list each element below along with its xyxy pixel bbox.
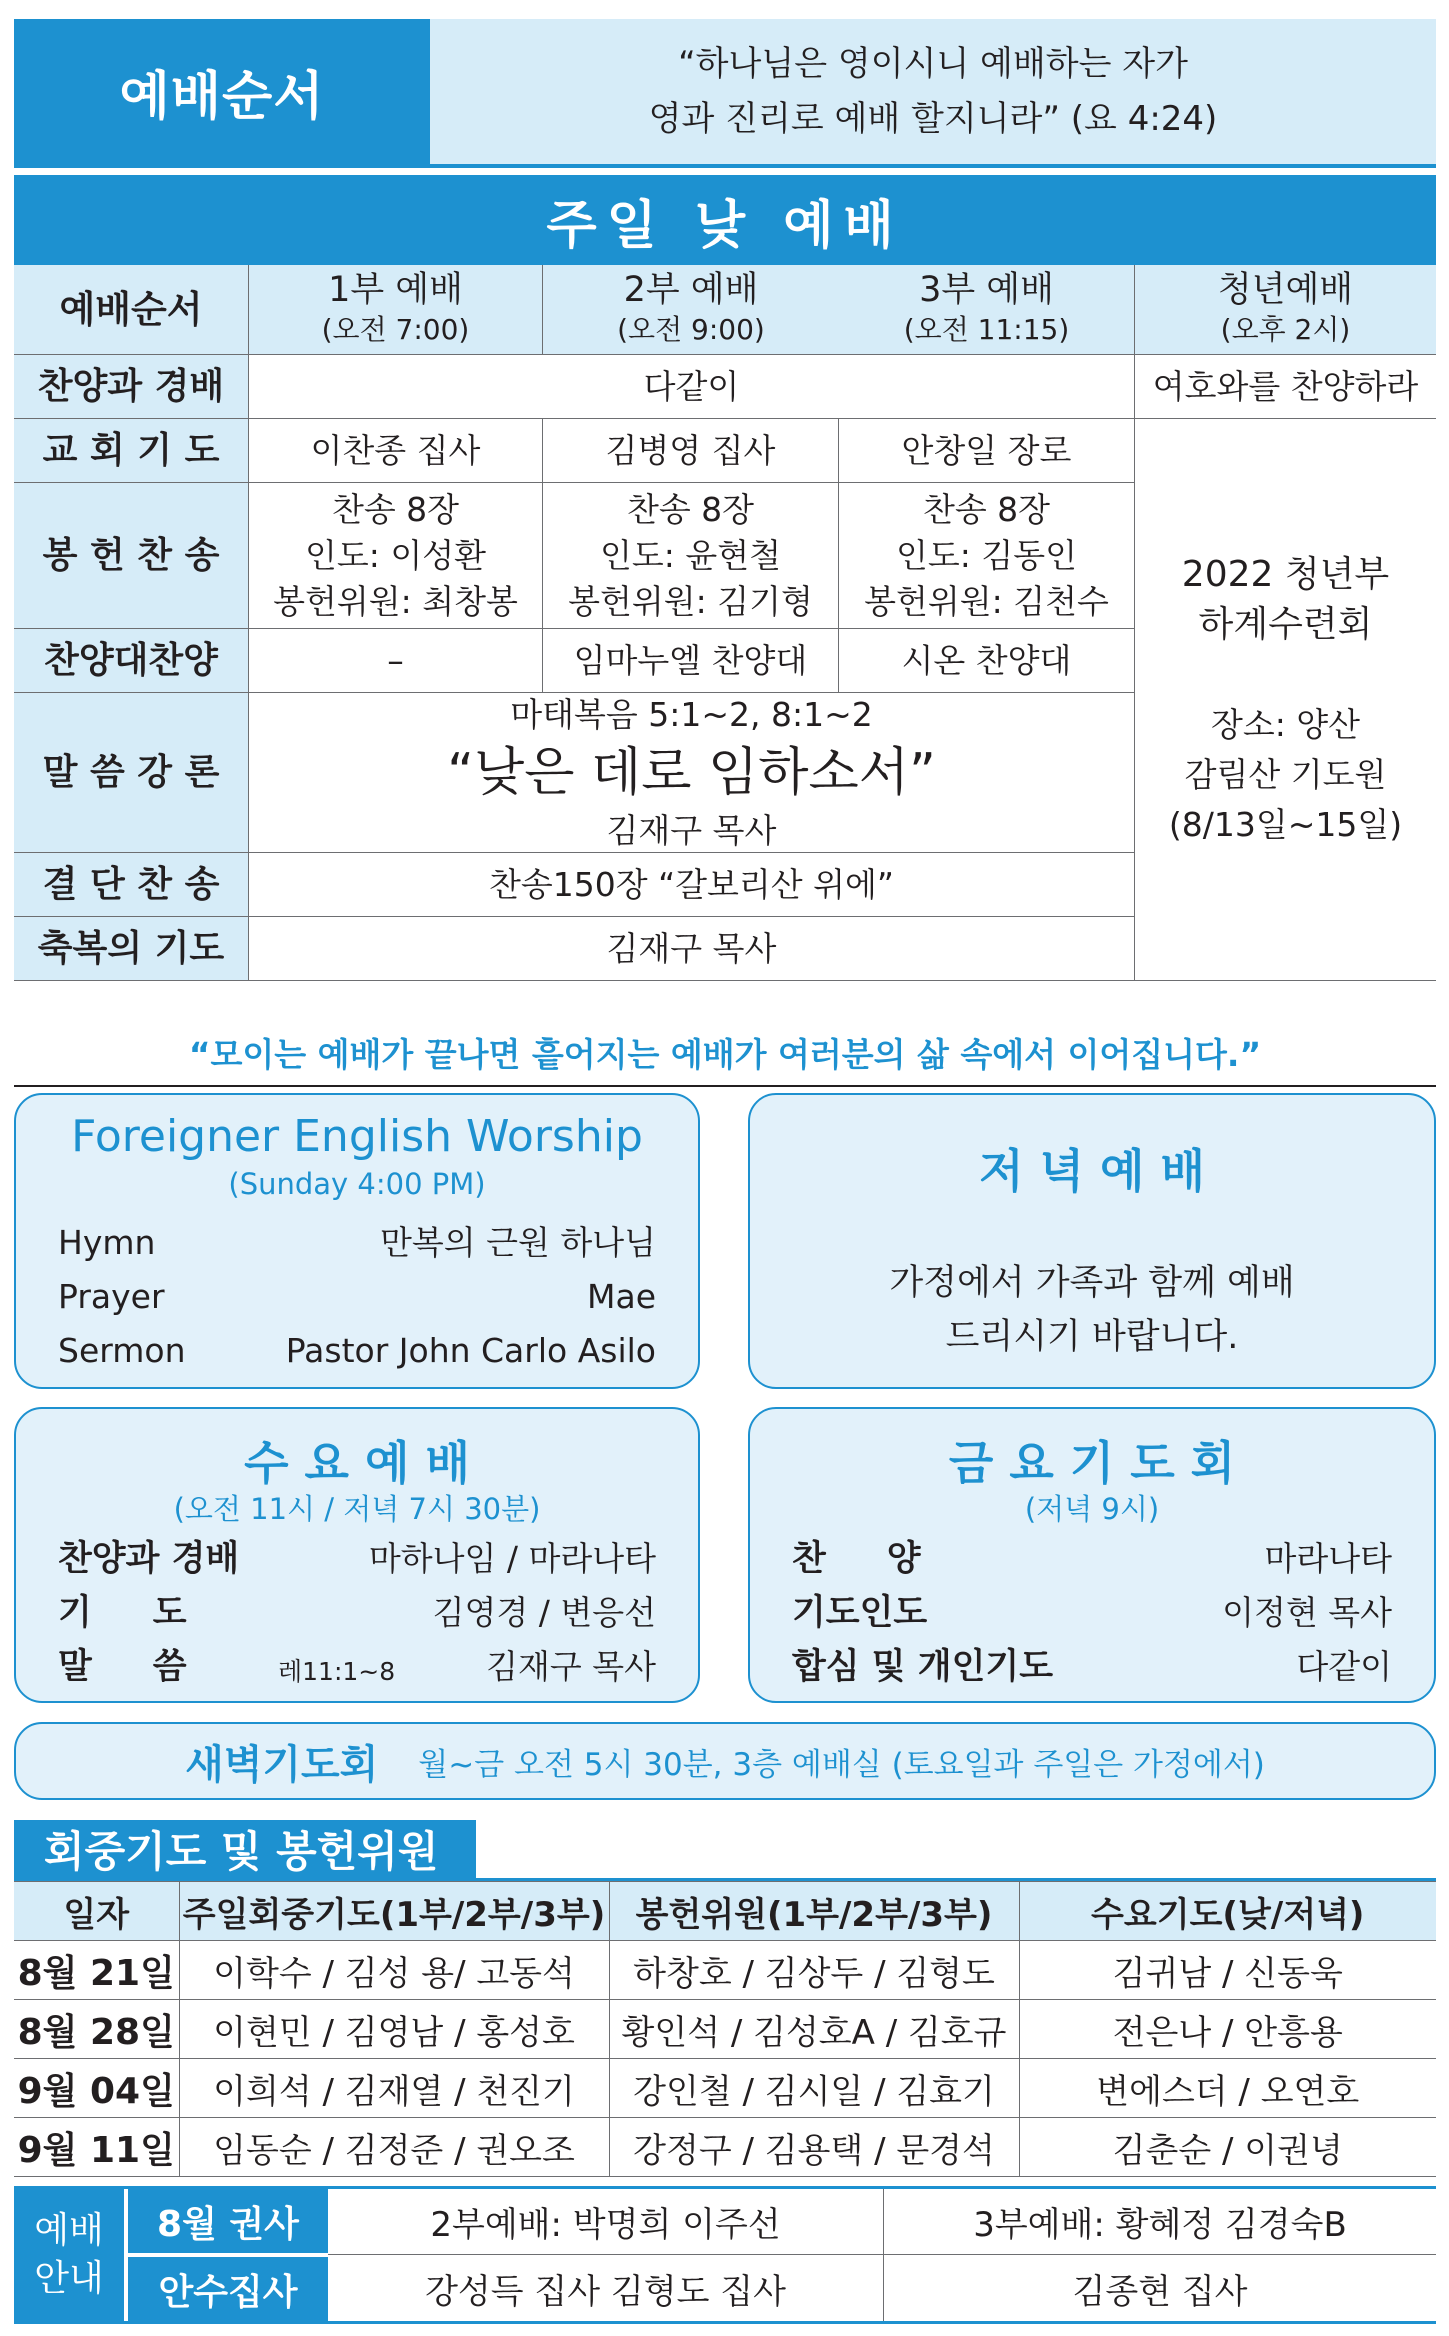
evening-service-box: [748, 1093, 1436, 1389]
sunday-prayer: 임동순 / 김정준 / 권오조: [179, 2118, 609, 2177]
word-value: 김재구 목사: [486, 1647, 656, 1686]
friday-prayer-time: (저녁 9시): [1024, 1492, 1160, 1526]
english-worship-box: [14, 1093, 700, 1389]
benediction-label: 축복의 기도: [14, 917, 249, 981]
table-row: [14, 2000, 1436, 2059]
leader: 인도: 윤현철: [600, 535, 781, 575]
date: 8월 21일: [14, 1941, 179, 2000]
hymn: 찬송 8장: [626, 489, 755, 529]
sunday-prayer: 이현민 / 김영남 / 홍성호: [179, 2000, 609, 2059]
offering-committee: 하창호 / 김상두 / 김형도: [609, 1941, 1019, 2000]
hymn-value: 만복의 근원 하나님: [379, 1223, 656, 1262]
english-worship-title: Foreigner English Worship: [71, 1111, 643, 1162]
offering-committee-header: 봉헌위원(1부/2부/3부): [609, 1882, 1019, 1941]
wednesday-service-time: (오전 11시 / 저녁 7시 30분): [173, 1492, 541, 1526]
friday-prayer-title: 금 요 기 도 회: [948, 1436, 1236, 1490]
youth-retreat-date: (8/13일~15일): [1168, 804, 1403, 844]
offering-service-1: [249, 483, 543, 629]
youth-retreat-title-1: 2022 청년부: [1181, 553, 1390, 595]
wednesday-prayer: 변에스더 / 오연호: [1019, 2059, 1436, 2118]
offering-committee: 봉헌위원: 김기형: [568, 581, 813, 621]
service-2-header: [543, 265, 839, 355]
choir-label: 찬양대찬양: [14, 629, 249, 693]
hymn: 찬송 8장: [922, 489, 1051, 529]
date: 9월 04일: [14, 2059, 179, 2118]
deacon-label: 안수집사: [128, 2257, 328, 2321]
table-row: [14, 1941, 1436, 2000]
prayer-service-2: 김병영 집사: [543, 419, 839, 483]
guide-label-1: 예배: [34, 2210, 104, 2251]
youth-retreat-place-1: 장소: 양산: [1210, 704, 1361, 744]
offering-service-2: [543, 483, 839, 629]
service-name: 2부 예배: [623, 269, 759, 310]
service-3-header: [839, 265, 1135, 355]
youth-retreat-info: [1135, 419, 1436, 981]
service-time: (오전 9:00): [617, 312, 765, 346]
benediction: 김재구 목사: [249, 917, 1135, 981]
date: 8월 28일: [14, 2000, 179, 2059]
evening-service-title: 저 녁 예 배: [979, 1144, 1205, 1198]
roster-table: [14, 1881, 1436, 2177]
deacon-service-3: 김종현 집사: [1072, 2271, 1248, 2312]
group-prayer-label: 합심 및 개인기도: [792, 1647, 1054, 1687]
divider: [14, 1085, 1436, 1087]
sunday-prayer: 이학수 / 김성 용/ 고동석: [179, 1941, 609, 2000]
sermon-cell: [249, 693, 1135, 853]
wednesday-prayer: 김귀남 / 신동욱: [1019, 1941, 1436, 2000]
closing-hymn: 찬송150장 “갈보리산 위에”: [249, 853, 1135, 917]
praise-label: 찬양과 경배: [58, 1539, 240, 1579]
sermon-label: 말 씀 강 론: [14, 693, 249, 853]
prayer-leader-value: 이정현 목사: [1222, 1593, 1392, 1632]
worship-guide-label: [14, 2189, 124, 2321]
service-1-header: [249, 265, 543, 355]
praise-label: 찬 양: [792, 1539, 921, 1579]
roster-title: 회중기도 및 봉헌위원: [14, 1820, 476, 1878]
english-worship-time: (Sunday 4:00 PM): [228, 1167, 486, 1201]
dawn-prayer-box: [14, 1722, 1436, 1800]
sunday-prayer: 이희석 / 김재열 / 천진기: [179, 2059, 609, 2118]
order-column-header: 예배순서: [14, 265, 249, 355]
scripture-ref: 레11:1~8: [278, 1657, 396, 1686]
slogan: “모이는 예배가 끝나면 흩어지는 예배가 여러분의 삶 속에서 이어집니다.”: [188, 1034, 1262, 1074]
friday-prayer-box: [748, 1407, 1436, 1703]
prayer-service-3: 안창일 장로: [839, 419, 1135, 483]
prayer-label: Prayer: [58, 1277, 165, 1316]
choir-service-3: 시온 찬양대: [839, 629, 1135, 693]
deaconess-service-2: 2부예배: 박명희 이주선: [328, 2189, 884, 2255]
offering-hymn-label: 봉 헌 찬 송: [14, 483, 249, 629]
roster-header-row: [14, 1882, 1436, 1941]
sermon-title: “낮은 데로 임하소서”: [447, 742, 936, 803]
deacon-service-2: 강성득 집사 김형도 집사: [328, 2255, 884, 2321]
prayer-value: Mae: [587, 1277, 656, 1316]
sermon-value: Pastor John Carlo Asilo: [285, 1331, 656, 1370]
date: 9월 11일: [14, 2118, 179, 2177]
service-time: (오전 7:00): [321, 312, 470, 346]
date-header: 일자: [14, 1882, 179, 1941]
hymn-label: Hymn: [58, 1223, 156, 1262]
service-time: (오후 2시): [1220, 312, 1351, 346]
wednesday-service-box: [14, 1407, 700, 1703]
praise-value: 마라나타: [1264, 1539, 1392, 1578]
prayer-service-1: 이찬종 집사: [249, 419, 543, 483]
youth-retreat-place-2: 감림산 기도원: [1184, 754, 1387, 794]
prayer-leader-label: 기도인도: [792, 1593, 928, 1633]
offering-committee: 봉헌위원: 최창봉: [273, 581, 518, 621]
youth-service-header: [1135, 265, 1436, 355]
offering-committee: 봉헌위원: 김천수: [864, 581, 1109, 621]
service-time: (오전 11:15): [903, 312, 1070, 346]
choir-service-1: –: [249, 629, 543, 693]
word-label: 말 씀: [58, 1647, 187, 1687]
hymn: 찬송 8장: [331, 489, 460, 529]
wednesday-prayer: 전은나 / 안흥용: [1019, 2000, 1436, 2059]
evening-line-1: 가정에서 가족과 함께 예배: [889, 1263, 1295, 1303]
preacher: 김재구 목사: [606, 810, 777, 850]
guide-label-2: 안내: [34, 2258, 104, 2299]
deaconess-label: 8월 권사: [128, 2189, 328, 2253]
prayer-value: 김영경 / 변응선: [432, 1593, 656, 1632]
praise-youth: 여호와를 찬양하라: [1135, 355, 1436, 419]
choir-service-2: 임마누엘 찬양대: [543, 629, 839, 693]
dawn-prayer-text: 월~금 오전 5시 30분, 3층 예배실 (토요일과 주일은 가정에서): [418, 1746, 1265, 1783]
offering-committee: 강정구 / 김용택 / 문경석: [609, 2118, 1019, 2177]
table-row: [14, 2059, 1436, 2118]
offering-committee: 황인석 / 김성호A / 김호규: [609, 2000, 1019, 2059]
closing-hymn-label: 결 단 찬 송: [14, 853, 249, 917]
church-prayer-label: 교 회 기 도: [14, 419, 249, 483]
service-name: 1부 예배: [328, 269, 463, 310]
order-of-worship-title: 예배순서: [14, 19, 430, 164]
worship-guide: [14, 2186, 1436, 2324]
wednesday-service-title: 수 요 예 배: [244, 1436, 470, 1490]
dawn-prayer-title: 새벽기도회: [185, 1741, 379, 1788]
wednesday-prayer-header: 수요기도(낮/저녁): [1019, 1882, 1436, 1941]
offering-service-3: [839, 483, 1135, 629]
sermon-scripture: 마태복음 5:1~2, 8:1~2: [510, 694, 873, 734]
offering-committee: 강인철 / 김시일 / 김효기: [609, 2059, 1019, 2118]
table-row: [14, 2118, 1436, 2177]
leader: 인도: 김동인: [896, 535, 1077, 575]
sunday-prayer-header: 주일회중기도(1부/2부/3부): [179, 1882, 609, 1941]
service-name: 청년예배: [1217, 269, 1354, 310]
scripture-quote: [430, 19, 1436, 164]
praise-label: 찬양과 경배: [14, 355, 249, 419]
quote-line-1: “하나님은 영이시니 예배하는 자가: [678, 43, 1188, 84]
youth-retreat-title-2: 하계수련회: [1198, 603, 1373, 645]
evening-line-2: 드리시기 바랍니다.: [945, 1317, 1239, 1357]
sunday-service-title: 주일 낮 예배: [14, 175, 1436, 265]
wednesday-prayer: 김춘순 / 이권녕: [1019, 2118, 1436, 2177]
header-divider: [14, 164, 1436, 168]
leader: 인도: 이성환: [305, 535, 486, 575]
group-prayer-value: 다같이: [1296, 1647, 1392, 1686]
sermon-label: Sermon: [58, 1331, 186, 1370]
praise-all: 다같이: [249, 355, 1135, 419]
quote-line-2: 영과 진리로 예배 할지니라” (요 4:24): [648, 98, 1218, 139]
praise-value: 마하나임 / 마라나타: [368, 1539, 656, 1578]
deaconess-service-3: 3부예배: 황혜정 김경숙B: [884, 2189, 1436, 2255]
sunday-service-table: [14, 265, 1436, 1015]
service-name: 3부 예배: [919, 269, 1054, 310]
prayer-label: 기 도: [58, 1593, 187, 1633]
